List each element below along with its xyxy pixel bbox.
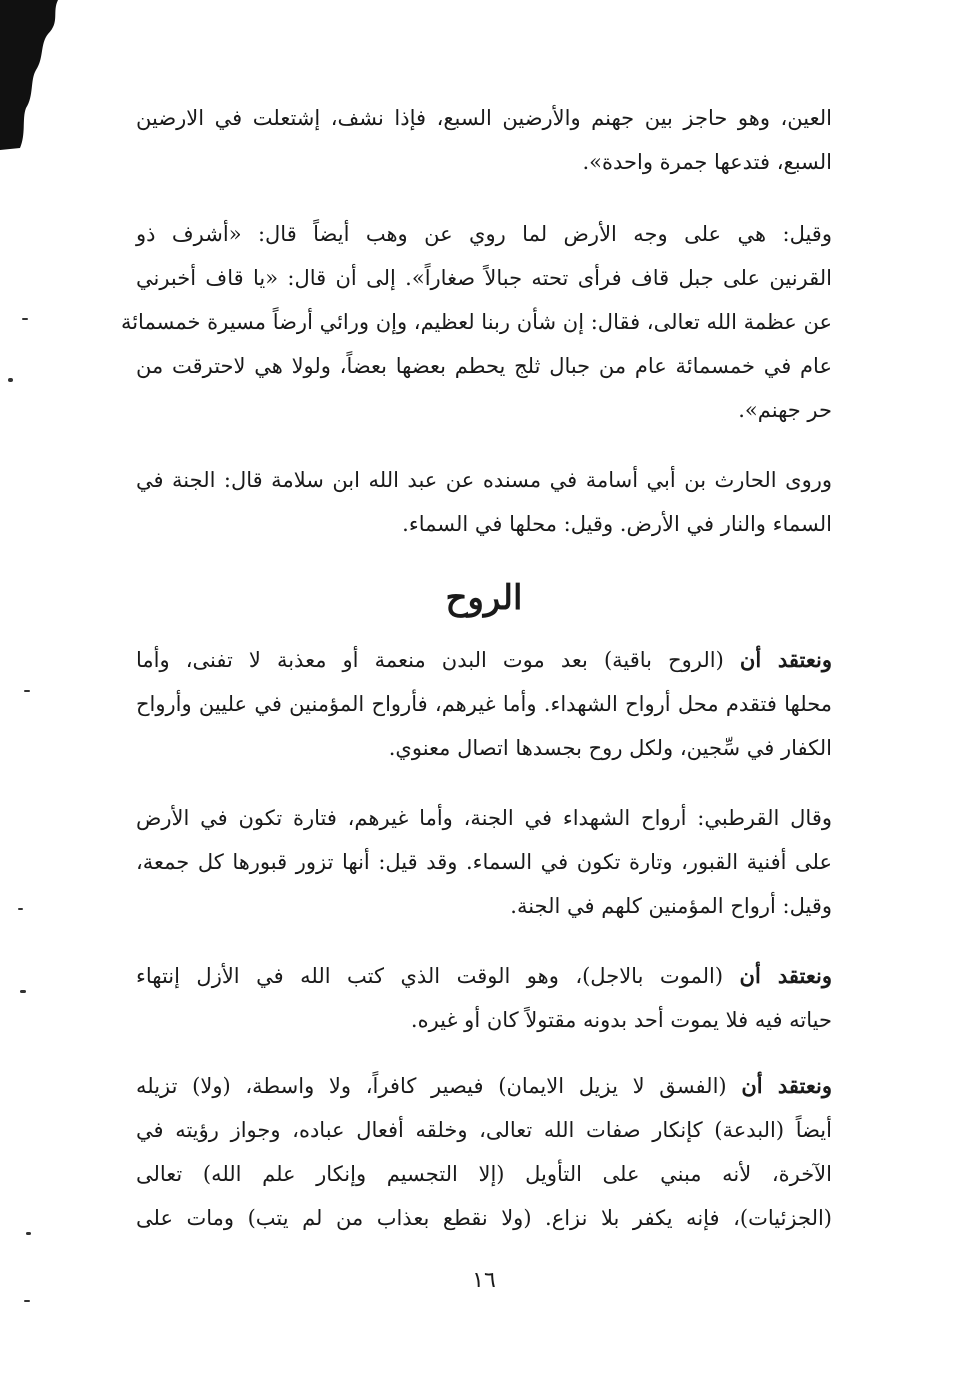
text-line bbox=[136, 1064, 832, 1108]
lead-phrase: ونعتقد أن bbox=[739, 963, 832, 988]
text-line: السماء والنار في الأرض. وقيل: محلها في السماء. bbox=[402, 512, 832, 536]
text-line: أيضاً (البدعة) كإنكار صفات الله تعالى، وخلقه أفعال عباده، وجواز رؤيته في bbox=[136, 1118, 832, 1142]
text-line: الآخرة، لأنه مبني على التأويل (إلا التجسيم وإنكار علم الله) تعالى bbox=[136, 1162, 832, 1186]
line-rest: (الفسق لا يزيل الايمان) فيصير كافراً، ولا واسطة، (ولا) تزيله bbox=[136, 1074, 742, 1098]
text-line: حياته فيه فلا يموت أحد بدونه مقتولاً كان أو غيره. bbox=[410, 1008, 832, 1032]
text-line: عن عظمة الله تعالى، فقال: إن شأن ربنا لعظيم، وإن ورائي أرضاً مسيرة خمسمائة bbox=[120, 310, 832, 334]
lead-phrase: ونعتقد أن bbox=[739, 647, 833, 672]
text-line bbox=[136, 638, 832, 682]
line-rest: (الموت بالاجل)، وهو الوقت الذي كتب الله في الأزل إنتهاء bbox=[136, 964, 740, 988]
paragraph-7 bbox=[136, 1064, 832, 1240]
text-line: عام في خمسمائة عام من جبال ثلج يحطم بعضها بعضاً، ولولا هي لاحترقت من bbox=[136, 354, 832, 378]
text-line: القرنين على جبل قاف فرأى تحته جبالاً صغاراً». إلى أن قال: «يا قاف أخبرني bbox=[136, 266, 832, 290]
text-line: وقال القرطبي: أرواح الشهداء في الجنة، وأما غيرهم، فتارة تكون في الأرض bbox=[136, 806, 832, 830]
lead-phrase: ونعتقد أن bbox=[741, 1073, 832, 1098]
paragraph-5 bbox=[136, 796, 832, 928]
text-line: وروى الحارث بن أبي أسامة في مسنده عن عبد الله ابن سلامة قال: الجنة في bbox=[136, 468, 832, 492]
text-line: (الجزئيات)، فإنه يكفر بلا نزاع. (ولا نقطع بعذاب من لم يتب) ومات على bbox=[136, 1206, 832, 1230]
paragraph-2 bbox=[120, 212, 832, 432]
page-number: ١٦ bbox=[472, 1268, 496, 1293]
paragraph-3 bbox=[136, 458, 832, 546]
text-line: حر جهنم». bbox=[738, 398, 832, 422]
text-line: العين، وهو حاجز بين جهنم والأرضين السبع، فإذا نشف، إشتعلت في الارضين bbox=[136, 106, 832, 130]
paragraph-4 bbox=[136, 638, 832, 770]
section-heading: الروح bbox=[445, 578, 523, 618]
text-line: السبع، فتدعها جمرة واحدة». bbox=[582, 150, 832, 174]
text-line: وقيل: أرواح المؤمنين كلهم في الجنة. bbox=[510, 894, 832, 918]
paragraph-6 bbox=[136, 954, 832, 1042]
text-line: محلها فتقدم محل أرواح الشهداء. وأما غيرهم، فأرواح المؤمنين في عليين وأرواح bbox=[136, 692, 832, 716]
text-line: الكفار في سِّجين، ولكل روح بجسدها اتصال معنوي. bbox=[388, 736, 832, 760]
line-rest: (الروح باقية) بعد موت البدن منعمة أو معذبة لا تفنى، وأما bbox=[136, 648, 740, 672]
paragraph-1 bbox=[136, 96, 832, 184]
text-line: وقيل: هي على وجه الأرض لما روي عن وهب أيضاً قال: «أشرف ذو bbox=[136, 222, 832, 246]
text-line bbox=[136, 954, 832, 998]
text-line: على أفنية القبور، وتارة تكون في السماء. وقد قيل: أنها تزور قبورها كل جمعة، bbox=[136, 850, 832, 874]
torn-corner-mark bbox=[0, 0, 70, 150]
